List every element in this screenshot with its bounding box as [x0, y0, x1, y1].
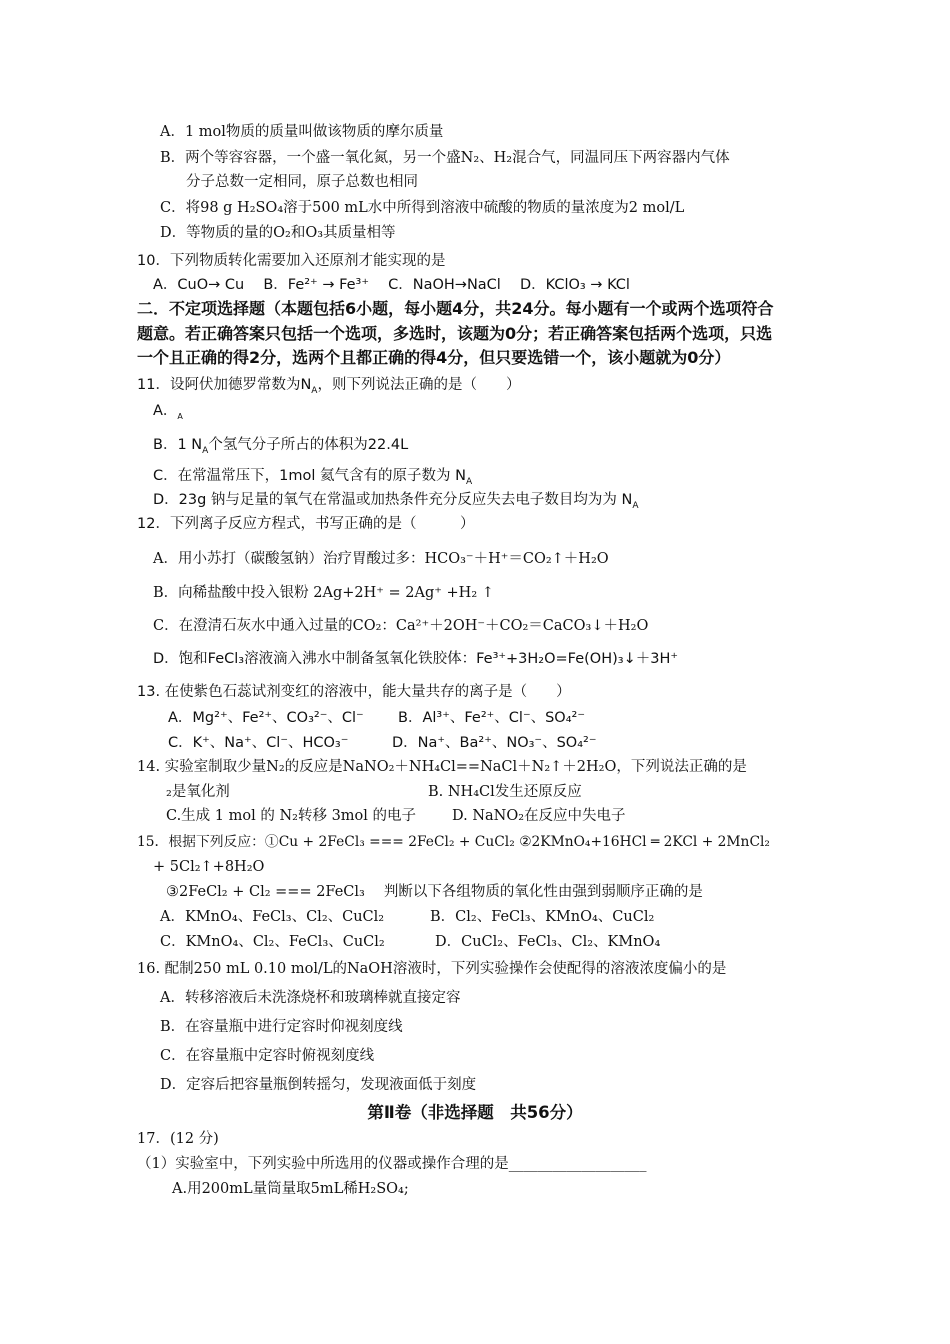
q15-reaction-3: ③2FeCl₂ + Cl₂ === 2FeCl₃ 判断以下各组物质的氧化性由强到弱顺序正确的是: [166, 884, 703, 900]
q11-option-c: C．在常温常压下，1mol 氦气含有的原子数为 $N_A$: [153, 468, 473, 487]
q15-stem-cont: + 5Cl₂↑+8H₂O: [153, 859, 265, 875]
q9-option-c: C．将98 g H₂SO₄溶于500 mL水中所得到溶液中硫酸的物质的量浓度为2 mol/L: [160, 200, 685, 216]
q13-stem: 13. 在使紫色石蕊试剂变红的溶液中，能大量共存的离子是（ ）: [137, 684, 571, 700]
q12-stem: 12．下列离子反应方程式，书写正确的是（ ）: [137, 516, 475, 532]
q9-option-b: B．两个等容容器，一个盛一氧化氮，另一个盛N₂、H₂混合气，同温同压下两容器内气体: [160, 150, 730, 166]
q13-option-c: C．K⁺、Na⁺、Cl⁻、HCO₃⁻: [168, 735, 349, 751]
q17-option-a: A.用200mL量筒量取5mL稀H₂SO₄;: [172, 1181, 409, 1197]
q15-option-b: B．Cl₂、FeCl₃、KMnO₄、CuCl₂: [430, 909, 655, 925]
q13-option-b: B．Al³⁺、Fe²⁺、Cl⁻、SO₄²⁻: [398, 710, 585, 726]
q15-option-c: C．KMnO₄、Cl₂、FeCl₃、CuCl₂: [160, 934, 385, 950]
q15-stem: 15．根据下列反应：①Cu + 2FeCl₃ === 2FeCl₂ + CuCl₂ ②2KMnO₄+16HCl ═ 2KCl + 2MnCl₂: [137, 834, 770, 850]
section2-heading-2: 题意。若正确答案只包括一个选项，多选时，该题为0分；若正确答案包括两个选项，只选: [137, 324, 773, 343]
q16-option-d: D．定容后把容量瓶倒转摇匀，发现液面低于刻度: [160, 1077, 477, 1093]
q14-option-b: B. NH₄Cl发生还原反应: [428, 784, 582, 800]
q14-option-d: D. NaNO₂在反应中失电子: [452, 808, 626, 824]
q16-option-c: C．在容量瓶中定容时俯视刻度线: [160, 1048, 375, 1064]
q17-title: 17．(12 分): [137, 1131, 219, 1147]
q12-option-a: A．用小苏打（碳酸氢钠）治疗胃酸过多：HCO₃⁻＋H⁺＝CO₂↑＋H₂O: [153, 551, 609, 567]
q9-option-d: D．等物质的量的O₂和O₃其质量相等: [160, 225, 396, 241]
q12-option-d: D．饱和FeCl₃溶液滴入沸水中制备氢氧化铁胶体：Fe³⁺+3H₂O=Fe(OH)₃↓＋3H⁺: [153, 651, 679, 667]
q13-option-d: D．Na⁺、Ba²⁺、NO₃⁻、SO₄²⁻: [392, 735, 597, 751]
q11-option-b: B．1 $N_A$个氢气分子所占的体积为22.4L: [153, 437, 409, 456]
q13-option-a: A．Mg²⁺、Fe²⁺、CO₃²⁻、Cl⁻: [168, 710, 364, 726]
q11-stem: 11．设阿伏加德罗常数为$N_A$，则下列说法正确的是（ ）: [137, 377, 521, 396]
section2-heading-3: 一个且正确的得2分，选两个且都正确的得4分，但只要选错一个，该小题就为0分）: [137, 348, 731, 367]
q10-stem: 10．下列物质转化需要加入还原剂才能实现的是: [137, 253, 446, 269]
q16-stem: 16. 配制250 mL 0.10 mol/L的NaOH溶液时，下列实验操作会使配得的溶液浓度偏小的是: [137, 961, 727, 977]
q9-option-b-cont: 分子总数一定相同，原子总数也相同: [186, 174, 418, 190]
section2-heading-1: 二．不定项选择题（本题包括6小题，每小题4分，共24分。每小题有一个或两个选项符合: [137, 299, 774, 318]
q11-option-a: A．$_A$: [153, 403, 183, 421]
q16-option-b: B．在容量瓶中进行定容时仰视刻度线: [160, 1019, 403, 1035]
q15-option-d: D．CuCl₂、FeCl₃、Cl₂、KMnO₄: [435, 934, 661, 950]
part2-title: 第Ⅱ卷（非选择题 共56分）: [367, 1103, 583, 1122]
q14-option-c: C.生成 1 mol 的 N₂转移 3mol 的电子: [166, 808, 417, 824]
q12-option-b: B．向稀盐酸中投入银粉 2Ag+2H⁺ = 2Ag⁺ +H₂ ↑: [153, 585, 494, 601]
q16-option-a: A．转移溶液后未洗涤烧杯和玻璃棒就直接定容: [160, 990, 461, 1006]
q17-part1-stem: （1）实验室中，下列实验中所选用的仪器或操作合理的是___________________: [137, 1156, 647, 1172]
q15-option-a: A．KMnO₄、FeCl₃、Cl₂、CuCl₂: [160, 909, 385, 925]
q14-stem: 14. 实验室制取少量N₂的反应是NaNO₂＋NH₄Cl==NaCl＋N₂↑＋2H₂O，下列说法正确的是: [137, 759, 747, 775]
q9-option-a: A．1 mol物质的质量叫做该物质的摩尔质量: [160, 124, 444, 140]
q14-option-a: ₂是氧化剂: [166, 784, 230, 800]
q12-option-c: C．在澄清石灰水中通入过量的CO₂：Ca²⁺＋2OH⁻＋CO₂＝CaCO₃↓＋H₂O: [153, 618, 649, 634]
q10-options: A．CuO→ Cu B．Fe²⁺ → Fe³⁺ C．NaOH→NaCl D．KClO₃ → KCl: [153, 277, 630, 293]
q11-option-d: D．23g 钠与足量的氧气在常温或加热条件充分反应失去电子数目均为为 $N_A$: [153, 492, 639, 511]
